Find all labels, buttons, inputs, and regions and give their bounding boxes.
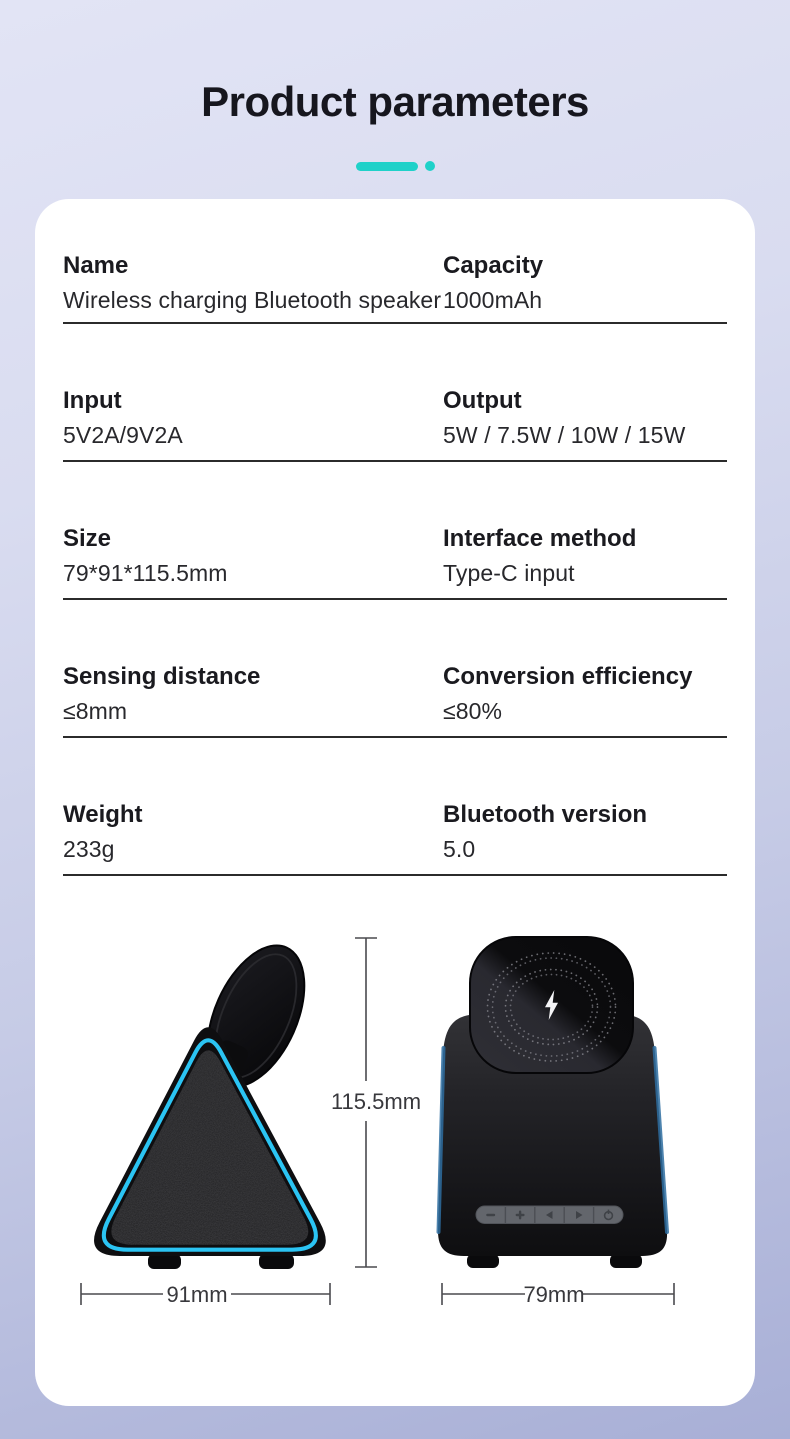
underline-bar (356, 162, 418, 171)
speaker-front-view (438, 937, 667, 1268)
spec-label: Conversion efficiency (443, 663, 693, 690)
spec-label: Input (63, 387, 122, 414)
spec-value: Wireless charging Bluetooth speaker (63, 287, 442, 313)
spec-value: 1000mAh (443, 287, 543, 313)
spec-label: Interface method (443, 525, 637, 552)
underline-dot (425, 161, 435, 171)
spec-cell-input (63, 386, 443, 450)
spec-value: 5W / 7.5W / 10W / 15W (443, 422, 686, 448)
spec-cell-sensing (63, 662, 443, 726)
spec-cell-output (443, 386, 727, 450)
spec-cell-bluetooth (443, 800, 727, 864)
spec-cell-conversion (443, 662, 727, 726)
spec-value: 5.0 (443, 836, 476, 862)
volume-down-icon (486, 1214, 495, 1216)
product-figure-svg (35, 876, 755, 1406)
spec-card (35, 199, 755, 1406)
stand-foot (610, 1254, 642, 1268)
spec-row-size-interface (63, 462, 727, 600)
spec-cell-weight (63, 800, 443, 864)
spec-label: Output (443, 387, 522, 414)
spec-cell-capacity (443, 251, 727, 315)
stand-foot (467, 1254, 499, 1268)
spec-cell-name (63, 251, 443, 315)
dimension-width-right-label: 79mm (523, 1282, 585, 1307)
product-figure (35, 876, 755, 1406)
button-bar (476, 1206, 623, 1224)
dimension-height-label: 115.5mm (330, 1089, 422, 1114)
speaker-side-view (94, 931, 326, 1269)
spec-row-input-output (63, 324, 727, 462)
speaker-foot (259, 1254, 294, 1269)
dimension-width-left-label: 91mm (166, 1282, 228, 1307)
spec-label: Size (63, 525, 112, 552)
spec-label: Capacity (443, 252, 544, 279)
spec-cell-interface (443, 524, 727, 588)
spec-value: 5V2A/9V2A (63, 422, 183, 448)
page-title: Product parameters (201, 78, 589, 125)
spec-label: Name (63, 252, 129, 279)
spec-cell-size (63, 524, 443, 588)
spec-value: ≤80% (443, 698, 503, 724)
spec-row-name-capacity (63, 217, 727, 324)
spec-label: Sensing distance (63, 663, 261, 690)
spec-row-sensing-conversion (63, 600, 727, 738)
spec-value: 79*91*115.5mm (63, 560, 228, 586)
title-underline (0, 161, 790, 171)
spec-value: 233g (63, 836, 115, 862)
spec-value: ≤8mm (63, 698, 128, 724)
spec-label: Weight (63, 801, 143, 828)
spec-row-weight-bluetooth (63, 738, 727, 876)
speaker-foot (148, 1254, 181, 1269)
spec-value: Type-C input (443, 560, 575, 586)
spec-label: Bluetooth version (443, 801, 648, 828)
